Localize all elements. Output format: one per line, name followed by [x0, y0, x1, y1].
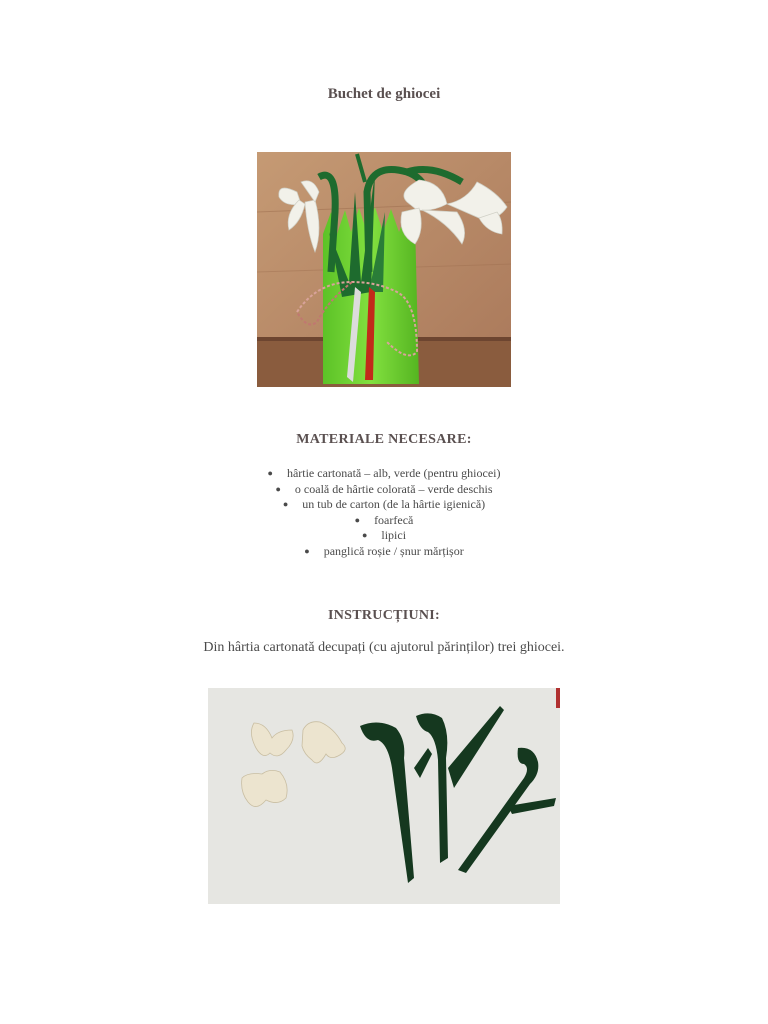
bullet-icon: ● — [361, 530, 368, 541]
bullet-icon: ● — [282, 499, 289, 510]
material-text: panglică roșie / șnur mărțișor — [323, 543, 464, 558]
list-item — [0, 528, 768, 544]
list-item — [0, 497, 768, 513]
bullet-icon: ● — [275, 483, 281, 494]
materials-list — [0, 466, 768, 560]
bullet-icon: ● — [304, 545, 310, 556]
material-text: un tub de carton (de la hârtie igienică) — [302, 497, 486, 512]
material-text: hârtie cartonată – alb, verde (pentru ghiocei) — [286, 466, 501, 480]
snowdrop-bouquet-photo — [257, 152, 511, 387]
paper-cutouts-photo — [208, 688, 560, 904]
list-item — [0, 482, 768, 498]
material-text: lipici — [381, 528, 407, 543]
bullet-icon: ● — [354, 514, 361, 525]
material-text: foarfecă — [374, 512, 414, 527]
materials-heading: MATERIALE NECESARE: — [296, 432, 472, 447]
list-item — [0, 544, 768, 560]
list-item — [0, 513, 768, 529]
instruction-paragraph: Din hârtia cartonată decupați (cu ajutorul părinților) trei ghiocei. — [203, 640, 565, 655]
list-item — [0, 466, 768, 482]
bullet-icon: ● — [267, 468, 273, 478]
material-text: o coală de hârtie colorată – verde deschis — [294, 481, 493, 496]
instructions-heading: INSTRUCȚIUNI: — [327, 608, 441, 623]
document-title: Buchet de ghiocei — [327, 86, 441, 102]
